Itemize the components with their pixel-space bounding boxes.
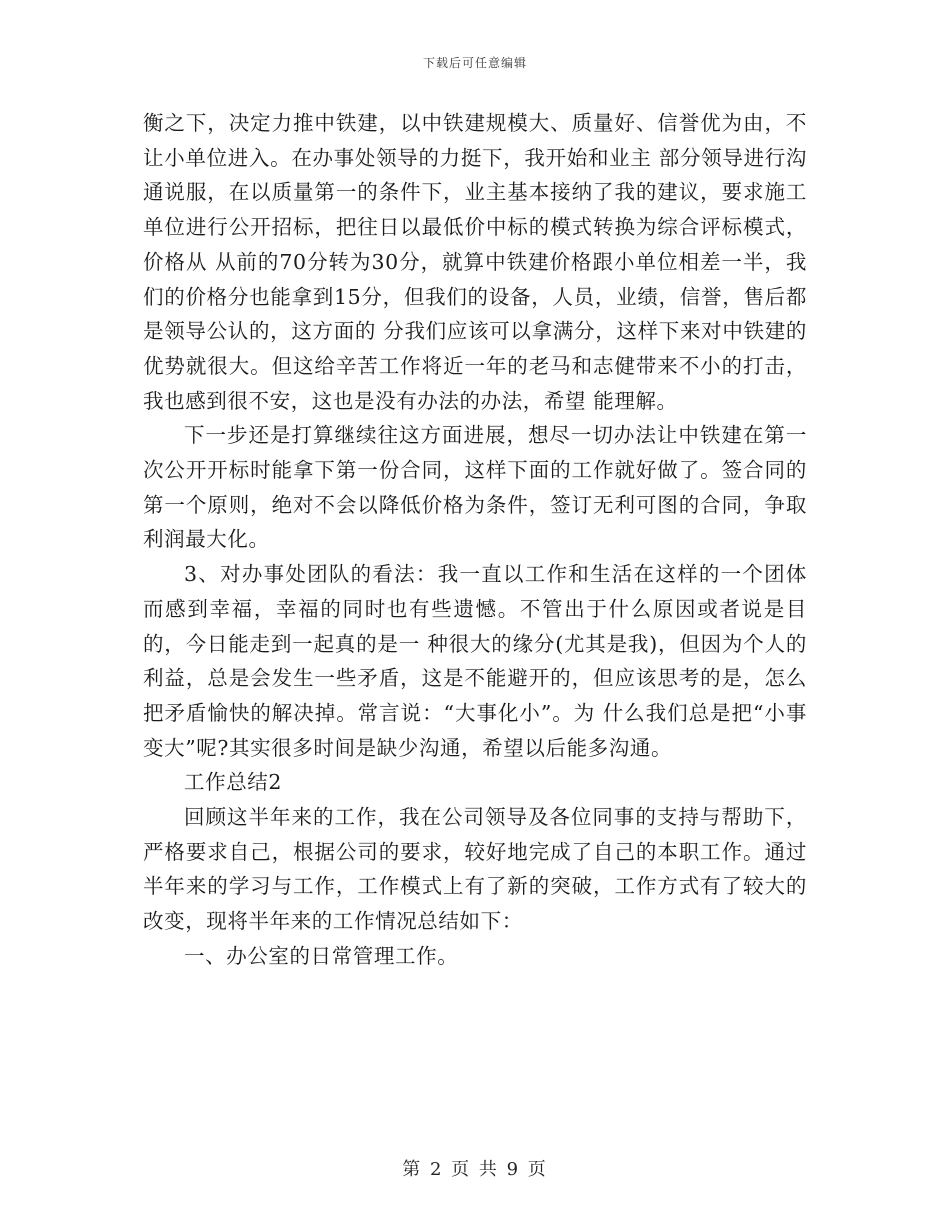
paragraph-2: 下一步还是打算继续往这方面进展，想尽一切办法让中铁建在第一次公开开标时能拿下第一份合同，这样下面的工作就好做了。签合同的第一个原则，绝对不会以降低价格为条件，签订无利可图的合同，争取利润最大化。 — [143, 423, 807, 552]
page-number: 第 2 页 共 9 页 — [402, 1159, 548, 1180]
section-heading: 工作总结2 — [184, 770, 283, 795]
subsection-heading: 一、办公室的日常管理工作。 — [184, 943, 459, 968]
paragraph-3: 3、对办事处团队的看法：我一直以工作和生活在这样的一个团体而感到幸福，幸福的同时也有些遗憾。不管出于什么原因或者说是目的，今日能走到一起真的是一 种很大的缘分(尤其是我)，但因为个人的利益，总是会发生一些矛盾，这是不能避开的，但应该思考的是，怎么把矛盾愉快的解决掉。常言说：“大事化小”。为 什么我们总是把“小事变大”呢?其实很多时间是缺少沟通，希望以后能多沟通。 — [143, 562, 807, 760]
document-body — [143, 106, 807, 974]
paragraph-1: 衡之下，决定力推中铁建，以中铁建规模大、质量好、信誉优为由，不让小单位进入。在办事处领导的力挺下，我开始和业主 部分领导进行沟通说服，在以质量第一的条件下，业主基本接纳了我的建议，要求施工单位进行公开招标，把往日以最低价中标的模式转换为综合评标模式，价格从 从前的70分转为30分，就算中铁建价格跟小单位相差一半，我们的价格分也能拿到15分，但我们的设备，人员，业绩，信誉，售后都是领导公认的，这方面的 分我们应该可以拿满分，这样下来对中铁建的优势就很大。但这给辛苦工作将近一年的老马和志健带来不小的打击，我也感到很不安，这也是没有办法的办法，希望 能理解。 — [143, 111, 807, 413]
page-header: 下载后可任意编辑 — [422, 56, 527, 70]
paragraph-4: 回顾这半年来的工作，我在公司领导及各位同事的支持与帮助下，严格要求自己，根据公司的要求，较好地完成了自己的本职工作。通过半年来的学习与工作，工作模式上有了新的突破，工作方式有了较大的改变，现将半年来的工作情况总结如下： — [143, 805, 807, 934]
